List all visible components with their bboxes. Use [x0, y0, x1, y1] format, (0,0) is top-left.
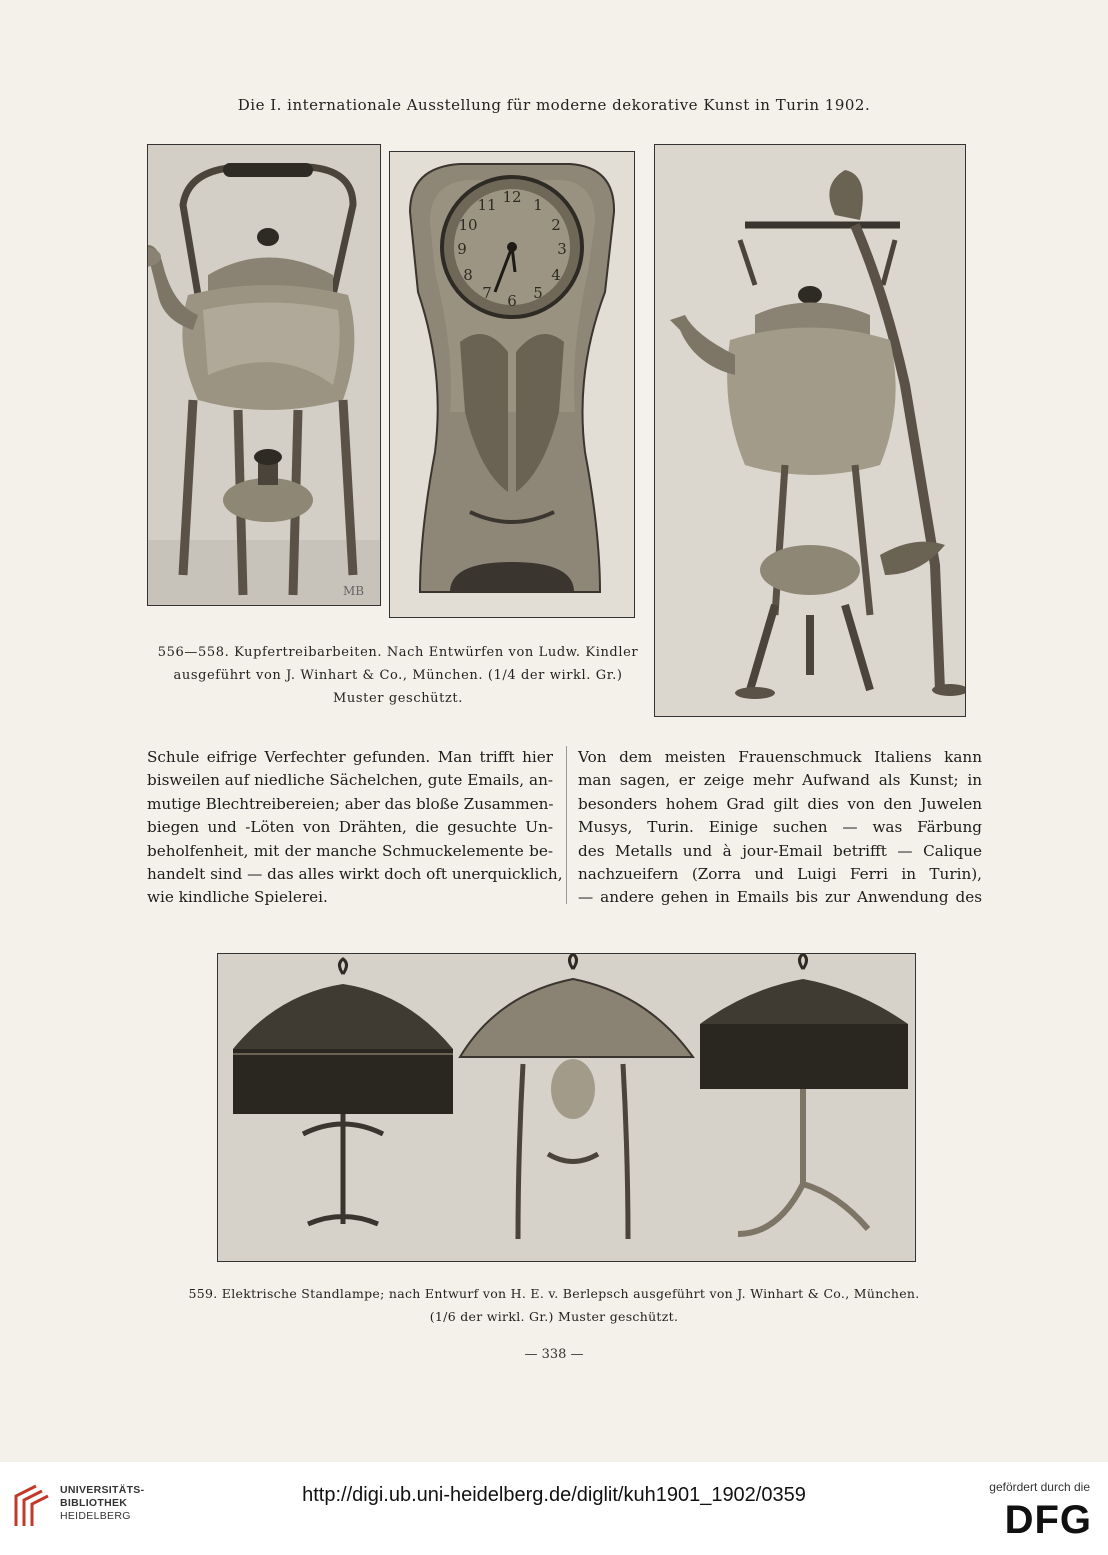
text-line: Musys, Turin. Einige suchen — was Färbung — [578, 818, 982, 837]
dfg-logo: DFG — [1004, 1498, 1092, 1542]
clock-numeral: 2 — [551, 216, 561, 234]
figure-caption-556-558 — [150, 641, 646, 710]
frog-stand-illustration — [655, 145, 965, 716]
text-line: wie kindliche Spielerei. — [147, 888, 328, 907]
plate-kettle-frog-stand — [654, 144, 966, 717]
text-line: beholfenheit, mit der manche Schmuckelemente be- — [147, 841, 553, 860]
clock-illustration — [390, 152, 634, 617]
sponsor-label: gefördert durch die — [989, 1480, 1090, 1494]
caption-line: Muster geschützt. — [333, 691, 463, 706]
library-line: HEIDELBERG — [60, 1510, 131, 1522]
library-line: BIBLIOTHEK — [60, 1497, 128, 1509]
figure-caption-559 — [140, 1282, 968, 1328]
clock-numeral: 5 — [533, 284, 543, 302]
text-column-left — [147, 746, 563, 910]
clock-numeral: 1 — [533, 196, 543, 214]
text-line: Von dem meisten Frauenschmuck Italiens kann — [578, 748, 982, 766]
plate-kettle-bird-spout — [147, 144, 381, 606]
permalink-url[interactable]: http://digi.ub.uni-heidelberg.de/diglit/kuh1901_1902/0359 — [302, 1484, 806, 1506]
footer-bar — [0, 1462, 1108, 1555]
text-line: des Metalls und à jour-Email betrifft — Calique — [578, 841, 982, 860]
text-line: nachzueifern (Zorra und Luigi Ferri in Turin), — [578, 865, 982, 884]
library-line: UNIVERSITÄTS- — [60, 1484, 145, 1496]
running-head: Die I. internationale Ausstellung für moderne dekorative Kunst in Turin 1902. — [237, 96, 871, 114]
caption-line: 556—558. Kupfertreibarbeiten. Nach Entwürfen von Ludw. Kindler — [157, 645, 639, 660]
lamps-illustration — [218, 954, 915, 1261]
clock-numeral: 12 — [502, 188, 522, 206]
clock-numeral: 8 — [463, 266, 473, 284]
text-line: biegen und -Löten von Drähten, die gesuchte Un- — [147, 818, 553, 837]
clock-numeral: 7 — [482, 284, 492, 302]
caption-line: 559. Elektrische Standlampe; nach Entwurf von H. E. v. Berlepsch ausgeführt von J. Winhart & Co., München. — [188, 1286, 920, 1301]
text-line: handelt sind — das alles wirkt doch oft unerquicklich, — [147, 865, 563, 884]
clock-numeral: 4 — [551, 266, 561, 284]
plate-clock — [389, 151, 635, 618]
plate-standing-lamps — [217, 953, 916, 1262]
text-column-right — [578, 746, 982, 910]
clock-numeral: 11 — [477, 196, 497, 214]
clock-numeral: 6 — [507, 292, 517, 310]
text-line: besonders hohem Grad gilt dies von den Juwelen — [578, 794, 982, 813]
text-line: mutige Blechtreibereien; aber das bloße Zusammen- — [147, 794, 554, 813]
page-number: — 338 — — [524, 1347, 584, 1362]
clock-numeral: 3 — [557, 240, 567, 258]
column-divider — [566, 746, 567, 904]
text-line: bisweilen auf niedliche Sächelchen, gute Emails, an- — [147, 771, 553, 790]
kettle-bird-illustration — [148, 145, 380, 605]
text-line: Schule eifrige Verfechter gefunden. Man trifft hier — [147, 748, 553, 766]
text-line: — andere gehen in Emails bis zur Anwendung des — [578, 888, 982, 907]
clock-numeral: 9 — [457, 240, 467, 258]
caption-line: (1/6 der wirkl. Gr.) Muster geschützt. — [429, 1309, 679, 1324]
clock-numeral: 10 — [458, 216, 478, 234]
text-line: man sagen, er zeige mehr Aufwand als Kunst; in — [578, 771, 982, 790]
caption-line: ausgeführt von J. Winhart & Co., München. (1/4 der wirkl. Gr.) — [173, 668, 623, 683]
monogram: MB — [343, 584, 365, 598]
